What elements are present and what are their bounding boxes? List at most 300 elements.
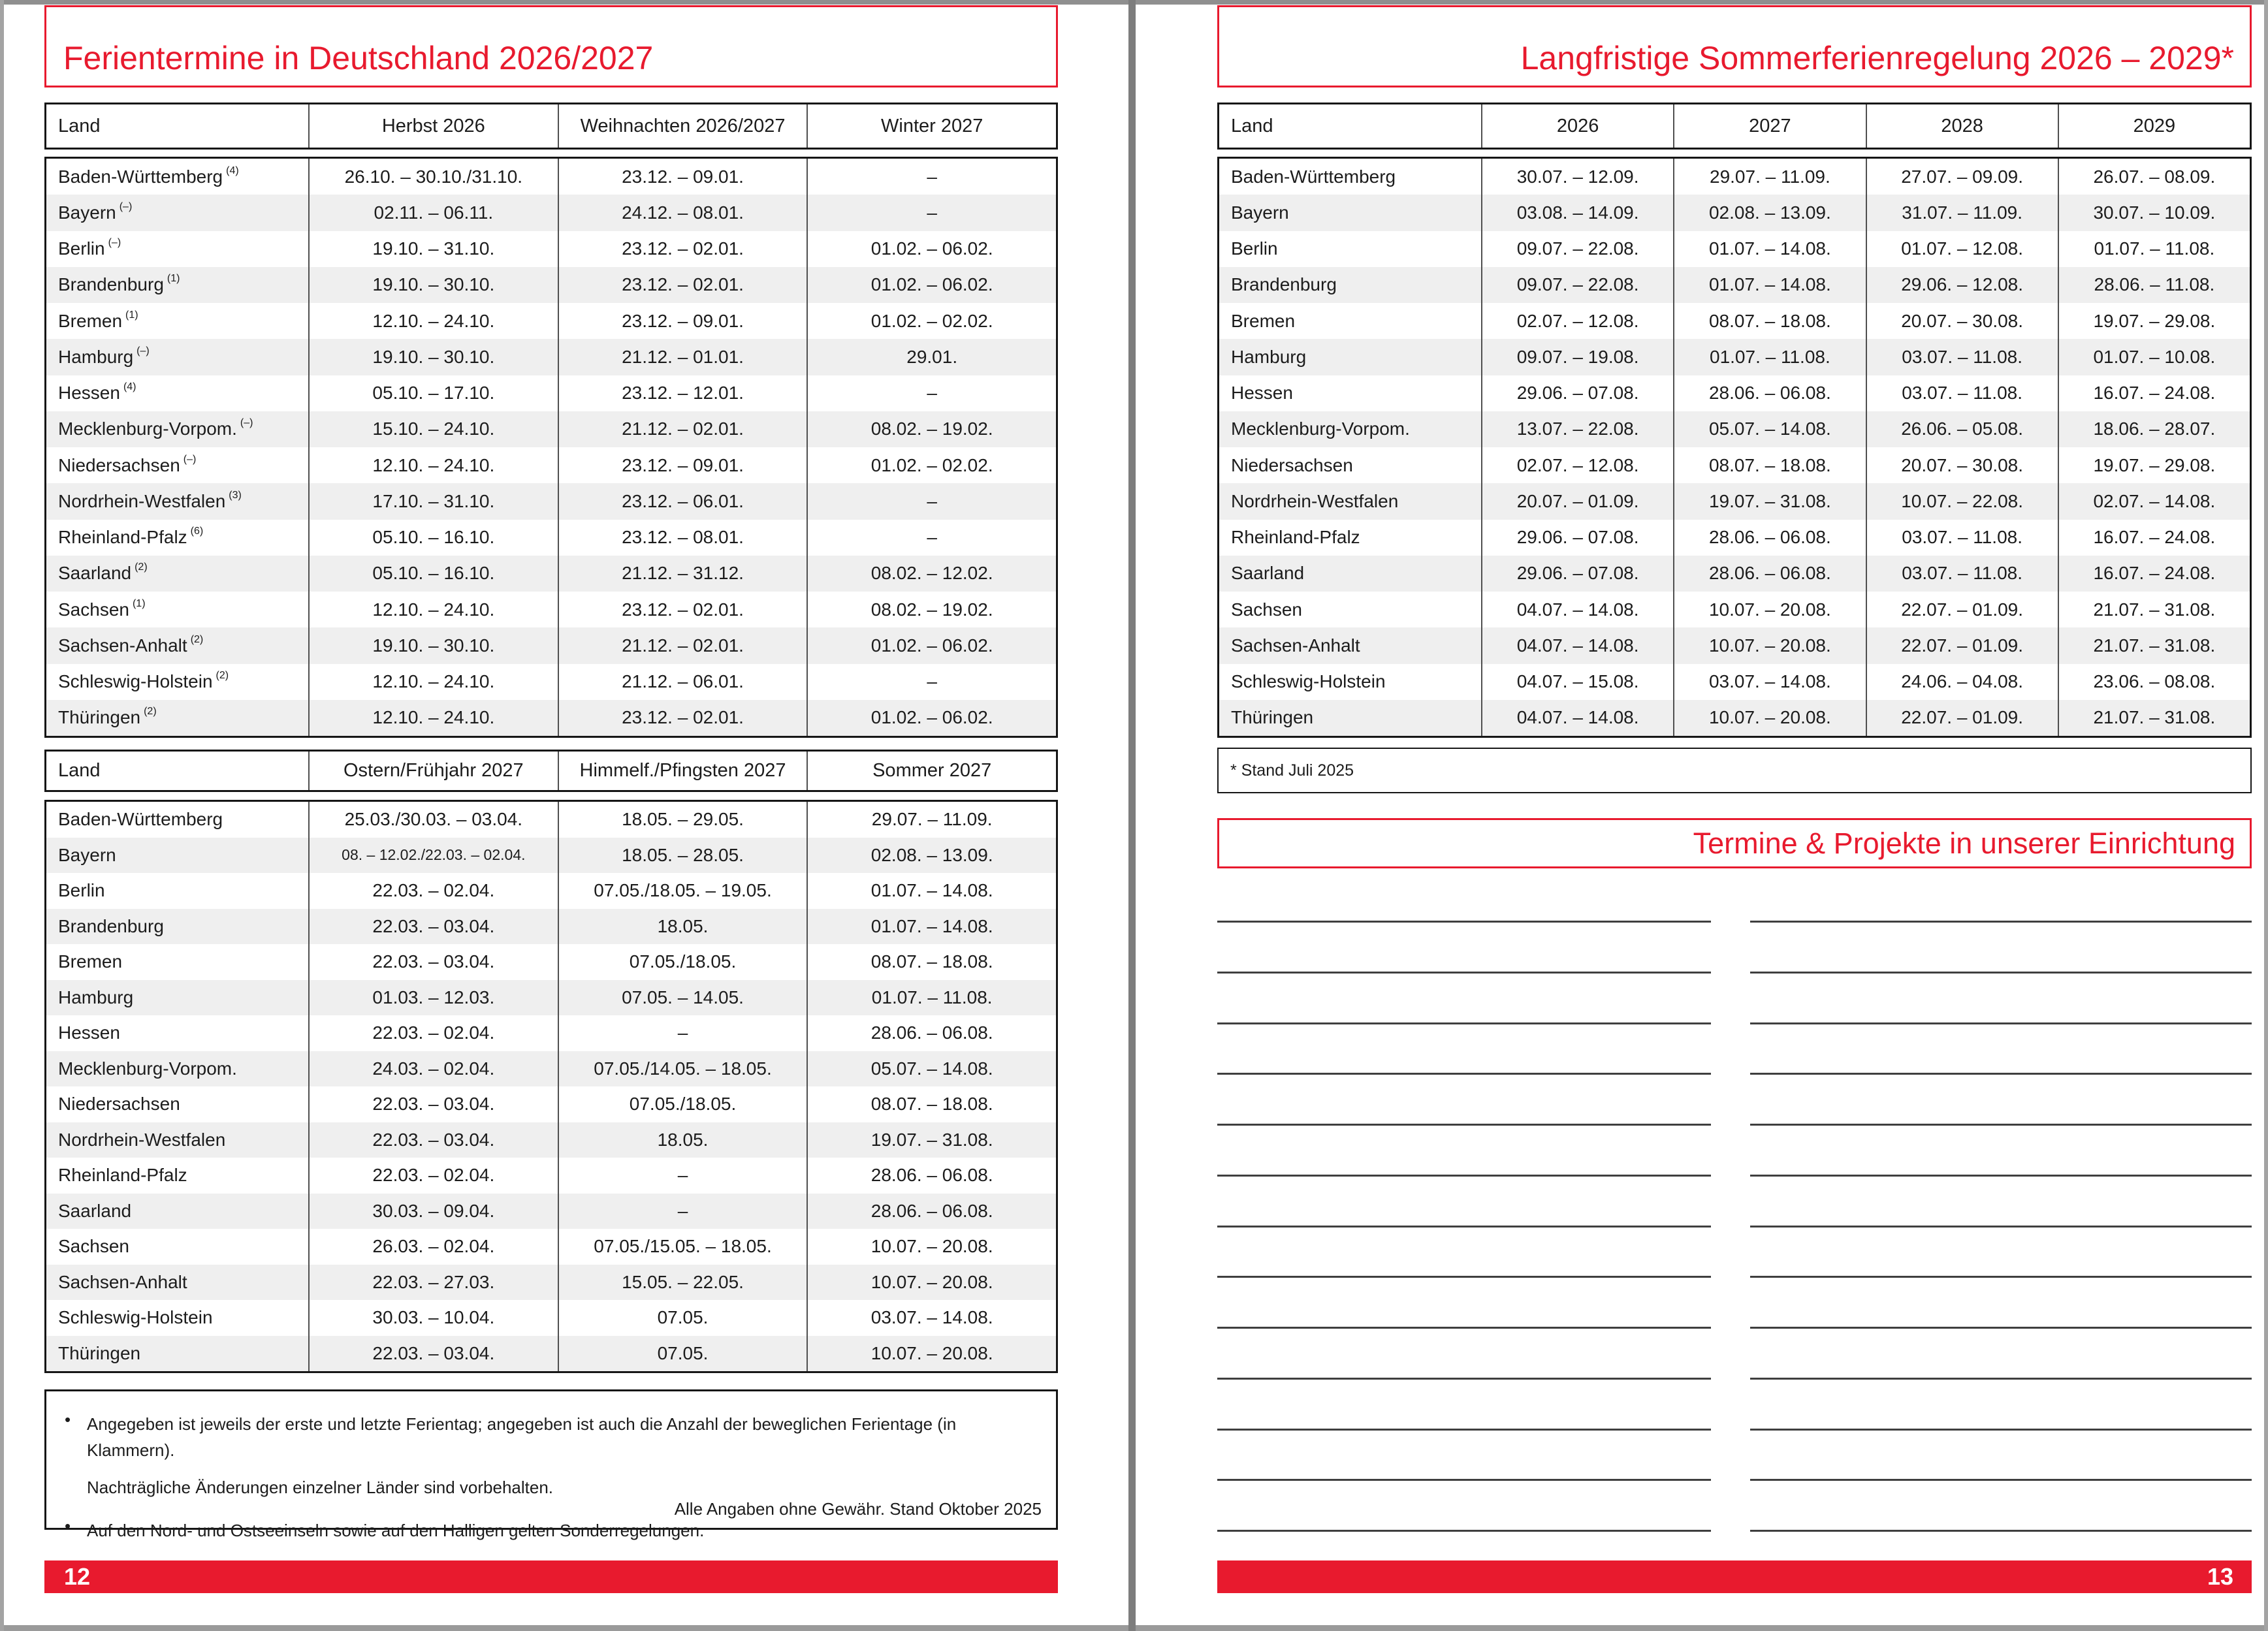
cell-date: 22.03. – 27.03. [308, 1265, 558, 1301]
table-row [46, 1051, 1056, 1087]
cell-date: 12.10. – 24.10. [308, 447, 558, 483]
writing-line [1217, 1276, 1711, 1278]
cell-land: Schleswig-Holstein $^{(2)}$ [58, 670, 229, 692]
writing-line [1217, 1022, 1711, 1024]
writing-line [1217, 1226, 1711, 1227]
cell-date: – [807, 375, 1056, 411]
cell-date: 23.12. – 09.01. [558, 447, 807, 483]
cell-land: Sachsen [58, 1236, 129, 1257]
cell-date: 08.07. – 18.08. [807, 1086, 1056, 1122]
table-row [46, 195, 1056, 230]
page12-title: Ferientermine in Deutschland 2026/2027 [63, 39, 654, 76]
table-row [46, 556, 1056, 592]
cell-date: 10.07. – 20.08. [807, 1336, 1056, 1372]
cell-date: 08.07. – 18.08. [1673, 447, 1865, 483]
cell-date: 21.12. – 06.01. [558, 664, 807, 700]
table-row [46, 1194, 1056, 1229]
cell-land: Berlin [58, 880, 105, 901]
cell-date: 19.10. – 30.10. [308, 627, 558, 663]
cell-date: 21.07. – 31.08. [2058, 627, 2250, 663]
table-row [1219, 700, 2250, 736]
cell-date: 21.12. – 02.01. [558, 411, 807, 447]
table-row [46, 627, 1056, 663]
cell-date: 07.05./15.05. – 18.05. [558, 1229, 807, 1265]
cell-date: 29.06. – 07.08. [1481, 556, 1673, 592]
page13-number-bar [1217, 1560, 2252, 1593]
cell-date: – [807, 520, 1056, 556]
table-row [46, 700, 1056, 736]
header-cell: Sommer 2027 [807, 752, 1056, 790]
cell-date: 28.06. – 06.08. [1673, 375, 1865, 411]
table-row [46, 1015, 1056, 1051]
cell-date: 05.10. – 17.10. [308, 375, 558, 411]
writing-line [1750, 1175, 2252, 1177]
cell-land: Schleswig-Holstein [1231, 671, 1386, 692]
note-text: Auf den Nord- und Ostseeinseln sowie auf den Halligen gelten Sonderregelungen. [87, 1520, 705, 1540]
cell-land: Hamburg [1231, 346, 1307, 367]
table-row [1219, 159, 2250, 195]
cell-land: Niedersachsen [58, 1094, 180, 1115]
writing-line [1750, 1124, 2252, 1126]
table-row [1219, 411, 2250, 447]
cell-date: 18.06. – 28.07. [2058, 411, 2250, 447]
cell-date: 01.02. – 02.02. [807, 303, 1056, 339]
page13-title-box [1217, 5, 2252, 87]
cell-date: – [807, 664, 1056, 700]
note-line [65, 1411, 1043, 1464]
table-row [46, 873, 1056, 909]
header-cell: Winter 2027 [807, 104, 1056, 148]
cell-land: Sachsen $^{(1)}$ [58, 597, 146, 620]
cell-date: 13.07. – 22.08. [1481, 411, 1673, 447]
cell-date: 03.07. – 14.08. [1673, 664, 1865, 700]
cell-date: 01.07. – 11.08. [1673, 339, 1865, 375]
cell-date: 10.07. – 20.08. [1673, 627, 1865, 663]
cell-date: 01.07. – 11.08. [2058, 231, 2250, 267]
cell-date: 19.10. – 30.10. [308, 267, 558, 303]
header-cell: Land [58, 760, 101, 781]
table-row [1219, 267, 2250, 303]
writing-line [1750, 1479, 2252, 1481]
cell-land: Brandenburg [58, 915, 164, 936]
cell-date: 16.07. – 24.08. [2058, 556, 2250, 592]
spread-gutter [1128, 0, 1136, 1631]
header-cell: Weihnachten 2026/2027 [558, 104, 807, 148]
cell-date: 26.06. – 05.08. [1866, 411, 2058, 447]
writing-line [1217, 1073, 1711, 1075]
cell-land: Mecklenburg-Vorpom. [1231, 419, 1410, 439]
cell-date: 29.07. – 11.09. [1673, 159, 1865, 195]
cell-land: Hessen [58, 1022, 120, 1043]
cell-date: 12.10. – 24.10. [308, 664, 558, 700]
cell-date: – [558, 1015, 807, 1051]
cell-date: 22.03. – 02.04. [308, 1015, 558, 1051]
cell-date: 02.07. – 14.08. [2058, 483, 2250, 519]
cell-date: 05.10. – 16.10. [308, 520, 558, 556]
table-row [1219, 195, 2250, 230]
cell-land: Brandenburg [1231, 274, 1337, 295]
table-row [1219, 627, 2250, 663]
projects-title-box [1217, 818, 2252, 868]
table-row [46, 1229, 1056, 1265]
cell-land: Niedersachsen (–) [58, 453, 197, 475]
table-row [1219, 592, 2250, 627]
cell-date: 17.10. – 31.10. [308, 483, 558, 519]
cell-date: 23.06. – 08.08. [2058, 664, 2250, 700]
table-row [46, 944, 1056, 980]
cell-land: Bayern [58, 844, 116, 865]
cell-date: 05.07. – 14.08. [807, 1051, 1056, 1087]
cell-date: 19.07. – 31.08. [1673, 483, 1865, 519]
cell-date: 01.02. – 06.02. [807, 231, 1056, 267]
cell-land: Rheinland-Pfalz [1231, 527, 1360, 548]
page-number: 12 [64, 1563, 91, 1590]
cell-land: Bayern [1231, 202, 1289, 223]
cell-land: Mecklenburg-Vorpom. (–) [58, 417, 253, 439]
cell-land: Bremen [58, 951, 123, 972]
disclaimer-text: Alle Angaben ohne Gewähr. Stand Oktober 2025 [674, 1499, 1042, 1519]
cell-land: Baden-Württemberg [58, 809, 223, 830]
table-row [1219, 339, 2250, 375]
cell-date: 28.06. – 06.08. [807, 1158, 1056, 1194]
cell-date: 30.07. – 10.09. [2058, 195, 2250, 230]
cell-date: 21.12. – 31.12. [558, 556, 807, 592]
cell-date: 21.12. – 02.01. [558, 627, 807, 663]
writing-line [1217, 1124, 1711, 1126]
table-summer-longterm-header [1217, 103, 2252, 150]
writing-line [1750, 1276, 2252, 1278]
header-cell: 2028 [1866, 104, 2058, 148]
writing-line [1750, 1530, 2252, 1532]
projects-title: Termine & Projekte in unserer Einrichtung [1693, 826, 2235, 860]
cell-date: 19.10. – 31.10. [308, 231, 558, 267]
cell-date: 22.03. – 03.04. [308, 1086, 558, 1122]
cell-date: 12.10. – 24.10. [308, 700, 558, 736]
cell-date: 29.01. [807, 339, 1056, 375]
note-line [65, 1517, 1043, 1544]
cell-date: 07.05./18.05. [558, 944, 807, 980]
cell-land: Rheinland-Pfalz $^{(6)}$ [58, 526, 204, 548]
table-row [46, 980, 1056, 1016]
cell-date: 18.05. – 28.05. [558, 838, 807, 874]
cell-date: 18.05. – 29.05. [558, 802, 807, 838]
writing-line [1750, 1022, 2252, 1024]
table-row [46, 802, 1056, 838]
cell-date: 07.05./18.05. [558, 1086, 807, 1122]
cell-land: Saarland [1231, 563, 1305, 584]
header-cell: Herbst 2026 [308, 104, 558, 148]
writing-line [1217, 1327, 1711, 1329]
cell-date: 24.06. – 04.08. [1866, 664, 2058, 700]
header-cell: 2029 [2058, 104, 2250, 148]
cell-date: 29.06. – 07.08. [1481, 520, 1673, 556]
cell-date: 01.07. – 11.08. [807, 980, 1056, 1016]
cell-date: 22.07. – 01.09. [1866, 592, 2058, 627]
cell-date: 22.03. – 03.04. [308, 944, 558, 980]
table-row [46, 267, 1056, 303]
header-cell: Land [1231, 115, 1273, 136]
cell-date: 26.03. – 02.04. [308, 1229, 558, 1265]
cell-date: 01.02. – 06.02. [807, 700, 1056, 736]
cell-date: 30.03. – 10.04. [308, 1300, 558, 1336]
cell-date: 10.07. – 20.08. [807, 1265, 1056, 1301]
writing-line [1217, 1429, 1711, 1431]
cell-date: – [807, 159, 1056, 195]
cell-date: 16.07. – 24.08. [2058, 520, 2250, 556]
cell-land: Rheinland-Pfalz [58, 1165, 187, 1186]
header-cell: 2026 [1481, 104, 1673, 148]
cell-date: 28.06. – 11.08. [2058, 267, 2250, 303]
stand-note: * Stand Juli 2025 [1230, 761, 1354, 780]
cell-date: 02.08. – 13.09. [807, 838, 1056, 874]
cell-date: 12.10. – 24.10. [308, 592, 558, 627]
cell-date: 08.02. – 19.02. [807, 411, 1056, 447]
cell-date: 23.12. – 06.01. [558, 483, 807, 519]
cell-date: 21.12. – 01.01. [558, 339, 807, 375]
table-row [46, 1086, 1056, 1122]
header-cell: Land [58, 115, 101, 136]
table-spring-summer [44, 800, 1058, 1373]
cell-date: 23.12. – 02.01. [558, 231, 807, 267]
cell-date: 01.07. – 10.08. [2058, 339, 2250, 375]
table-row [46, 411, 1056, 447]
table-row [1219, 483, 2250, 519]
cell-date: 07.05. [558, 1300, 807, 1336]
cell-date: 19.07. – 29.08. [2058, 447, 2250, 483]
cell-date: 19.10. – 30.10. [308, 339, 558, 375]
table-autumn-winter [44, 157, 1058, 738]
table-row [46, 159, 1056, 195]
cell-date: 01.07. – 14.08. [1673, 267, 1865, 303]
cell-date: 07.05. [558, 1336, 807, 1372]
stand-note-box [1217, 748, 2252, 793]
cell-date: 30.03. – 09.04. [308, 1194, 558, 1229]
cell-land: Hessen $^{(4)}$ [58, 381, 136, 404]
table-row [46, 375, 1056, 411]
cell-land: Hamburg [58, 987, 134, 1007]
cell-date: 01.07. – 14.08. [807, 873, 1056, 909]
cell-land: Bayern (–) [58, 200, 133, 223]
cell-date: 28.06. – 06.08. [1673, 556, 1865, 592]
table-row [46, 1336, 1056, 1372]
page13-title: Langfristige Sommerferienregelung 2026 – 2029* [1520, 39, 2234, 76]
note-text: Angegeben ist jeweils der erste und letzte Ferientag; angegeben ist auch die Anzahl der beweglichen Ferientage (in Klammern). [87, 1414, 957, 1461]
cell-land: Nordrhein-Westfalen [58, 1129, 226, 1150]
cell-date: 04.07. – 14.08. [1481, 592, 1673, 627]
table-row [46, 520, 1056, 556]
cell-date: 10.07. – 20.08. [1673, 592, 1865, 627]
table-spring-summer-header [44, 750, 1058, 792]
cell-land: Nordrhein-Westfalen [1231, 490, 1399, 511]
cell-date: 23.12. – 02.01. [558, 700, 807, 736]
cell-land: Berlin (–) [58, 237, 121, 259]
cell-date: 24.03. – 02.04. [308, 1051, 558, 1087]
cell-date: 02.11. – 06.11. [308, 195, 558, 230]
cell-land: Baden-Württemberg $^{(4)}$ [58, 165, 239, 187]
cell-land: Saarland $^{(2)}$ [58, 562, 148, 584]
cell-date: 29.07. – 11.09. [807, 802, 1056, 838]
cell-date: 04.07. – 14.08. [1481, 700, 1673, 736]
cell-date: 08.07. – 18.08. [1673, 303, 1865, 339]
cell-date: 26.07. – 08.09. [2058, 159, 2250, 195]
table-row [1219, 664, 2250, 700]
cell-date: 29.06. – 12.08. [1866, 267, 2058, 303]
cell-date: 22.03. – 02.04. [308, 1158, 558, 1194]
writing-line [1750, 1429, 2252, 1431]
cell-date: 02.07. – 12.08. [1481, 303, 1673, 339]
writing-line [1750, 921, 2252, 923]
page12-number-bar [44, 1560, 1058, 1593]
page-edge-left [0, 0, 4, 1631]
cell-land: Brandenburg $^{(1)}$ [58, 273, 180, 295]
cell-date: 08. – 12.02./22.03. – 02.04. [308, 838, 558, 874]
table-row [46, 1158, 1056, 1194]
writing-line [1217, 1479, 1711, 1481]
cell-date: 05.10. – 16.10. [308, 556, 558, 592]
table-row [1219, 231, 2250, 267]
cell-date: 01.07. – 14.08. [807, 909, 1056, 945]
cell-land: Sachsen-Anhalt $^{(2)}$ [58, 633, 204, 656]
writing-line [1217, 972, 1711, 974]
cell-date: 03.07. – 14.08. [807, 1300, 1056, 1336]
table-row [46, 838, 1056, 874]
cell-date: 01.07. – 12.08. [1866, 231, 2058, 267]
cell-date: 23.12. – 08.01. [558, 520, 807, 556]
table-row [46, 1122, 1056, 1158]
header-cell: Ostern/Frühjahr 2027 [308, 752, 558, 790]
cell-date: 21.07. – 31.08. [2058, 592, 2250, 627]
cell-date: 21.07. – 31.08. [2058, 700, 2250, 736]
cell-date: 19.07. – 29.08. [2058, 303, 2250, 339]
cell-date: 22.07. – 01.09. [1866, 700, 2058, 736]
notes-box [44, 1389, 1058, 1540]
cell-date: 09.07. – 22.08. [1481, 231, 1673, 267]
writing-line [1217, 1378, 1711, 1380]
cell-date: 16.07. – 24.08. [2058, 375, 2250, 411]
page12-title-box [44, 5, 1058, 87]
cell-date: 23.12. – 02.01. [558, 592, 807, 627]
cell-land: Nordrhein-Westfalen $^{(3)}$ [58, 489, 242, 511]
bullet-icon: • [65, 1515, 71, 1536]
cell-date: 01.02. – 06.02. [807, 627, 1056, 663]
cell-date: 27.07. – 09.09. [1866, 159, 2058, 195]
writing-line [1217, 1175, 1711, 1177]
cell-date: 28.06. – 06.08. [807, 1015, 1056, 1051]
cell-land: Hessen [1231, 383, 1293, 404]
cell-date: 07.05./18.05. – 19.05. [558, 873, 807, 909]
cell-land: Bremen [1231, 310, 1296, 331]
cell-date: 10.07. – 22.08. [1866, 483, 2058, 519]
cell-date: 03.07. – 11.08. [1866, 339, 2058, 375]
cell-date: 20.07. – 30.08. [1866, 303, 2058, 339]
table-row [46, 303, 1056, 339]
cell-land: Hamburg (–) [58, 345, 150, 367]
cell-date: 12.10. – 24.10. [308, 303, 558, 339]
cell-land: Berlin [1231, 238, 1278, 259]
table-row [46, 664, 1056, 700]
table-row [1219, 556, 2250, 592]
page-number: 13 [2207, 1563, 2233, 1590]
cell-date: – [807, 483, 1056, 519]
bullet-icon: • [65, 1410, 71, 1429]
cell-date: 05.07. – 14.08. [1673, 411, 1865, 447]
cell-date: 20.07. – 01.09. [1481, 483, 1673, 519]
cell-date: – [558, 1194, 807, 1229]
cell-land: Mecklenburg-Vorpom. [58, 1058, 237, 1079]
table-row [46, 909, 1056, 945]
cell-date: 02.08. – 13.09. [1673, 195, 1865, 230]
cell-date: 09.07. – 19.08. [1481, 339, 1673, 375]
table-summer-longterm [1217, 157, 2252, 738]
cell-date: 30.07. – 12.09. [1481, 159, 1673, 195]
cell-land: Thüringen $^{(2)}$ [58, 706, 157, 728]
cell-date: 01.02. – 02.02. [807, 447, 1056, 483]
page-edge-right [2264, 0, 2268, 1631]
header-cell: 2027 [1673, 104, 1865, 148]
writing-line [1217, 1530, 1711, 1532]
cell-date: 18.05. [558, 909, 807, 945]
table-row [1219, 447, 2250, 483]
table-row [46, 483, 1056, 519]
cell-date: 24.12. – 08.01. [558, 195, 807, 230]
cell-date: 07.05./14.05. – 18.05. [558, 1051, 807, 1087]
writing-line [1750, 1378, 2252, 1380]
cell-date: 03.07. – 11.08. [1866, 556, 2058, 592]
cell-land: Schleswig-Holstein [58, 1307, 213, 1328]
cell-date: 26.10. – 30.10./31.10. [308, 159, 558, 195]
cell-date: 03.07. – 11.08. [1866, 375, 2058, 411]
cell-date: 23.12. – 12.01. [558, 375, 807, 411]
cell-date: 20.07. – 30.08. [1866, 447, 2058, 483]
cell-date: 10.07. – 20.08. [1673, 700, 1865, 736]
cell-date: 15.10. – 24.10. [308, 411, 558, 447]
cell-date: 08.07. – 18.08. [807, 944, 1056, 980]
cell-date: 08.02. – 12.02. [807, 556, 1056, 592]
cell-date: 02.07. – 12.08. [1481, 447, 1673, 483]
cell-date: – [558, 1158, 807, 1194]
cell-date: 15.05. – 22.05. [558, 1265, 807, 1301]
cell-land: Sachsen [1231, 599, 1302, 620]
table-row [46, 447, 1056, 483]
cell-date: 07.05. – 14.05. [558, 980, 807, 1016]
cell-date: 25.03./30.03. – 03.04. [308, 802, 558, 838]
cell-land: Sachsen-Anhalt [58, 1271, 187, 1292]
cell-land: Saarland [58, 1200, 132, 1221]
writing-line [1750, 1327, 2252, 1329]
cell-date: 28.06. – 06.08. [1673, 520, 1865, 556]
cell-date: 22.03. – 03.04. [308, 909, 558, 945]
table-row [1219, 520, 2250, 556]
cell-land: Baden-Württemberg [1231, 166, 1396, 187]
cell-date: 22.03. – 03.04. [308, 1122, 558, 1158]
cell-date: 09.07. – 22.08. [1481, 267, 1673, 303]
note-text-continued: Nachträgliche Änderungen einzelner Länder sind vorbehalten. [87, 1477, 554, 1497]
cell-date: 01.02. – 06.02. [807, 267, 1056, 303]
cell-date: 03.07. – 11.08. [1866, 520, 2058, 556]
cell-date: 19.07. – 31.08. [807, 1122, 1056, 1158]
header-cell: Himmelf./Pfingsten 2027 [558, 752, 807, 790]
table-row [46, 231, 1056, 267]
cell-date: 29.06. – 07.08. [1481, 375, 1673, 411]
cell-date: 18.05. [558, 1122, 807, 1158]
writing-line [1750, 972, 2252, 974]
writing-line [1750, 1226, 2252, 1227]
cell-date: 28.06. – 06.08. [807, 1194, 1056, 1229]
table-row [46, 592, 1056, 627]
cell-date: 22.07. – 01.09. [1866, 627, 2058, 663]
cell-date: 10.07. – 20.08. [807, 1229, 1056, 1265]
cell-date: – [807, 195, 1056, 230]
